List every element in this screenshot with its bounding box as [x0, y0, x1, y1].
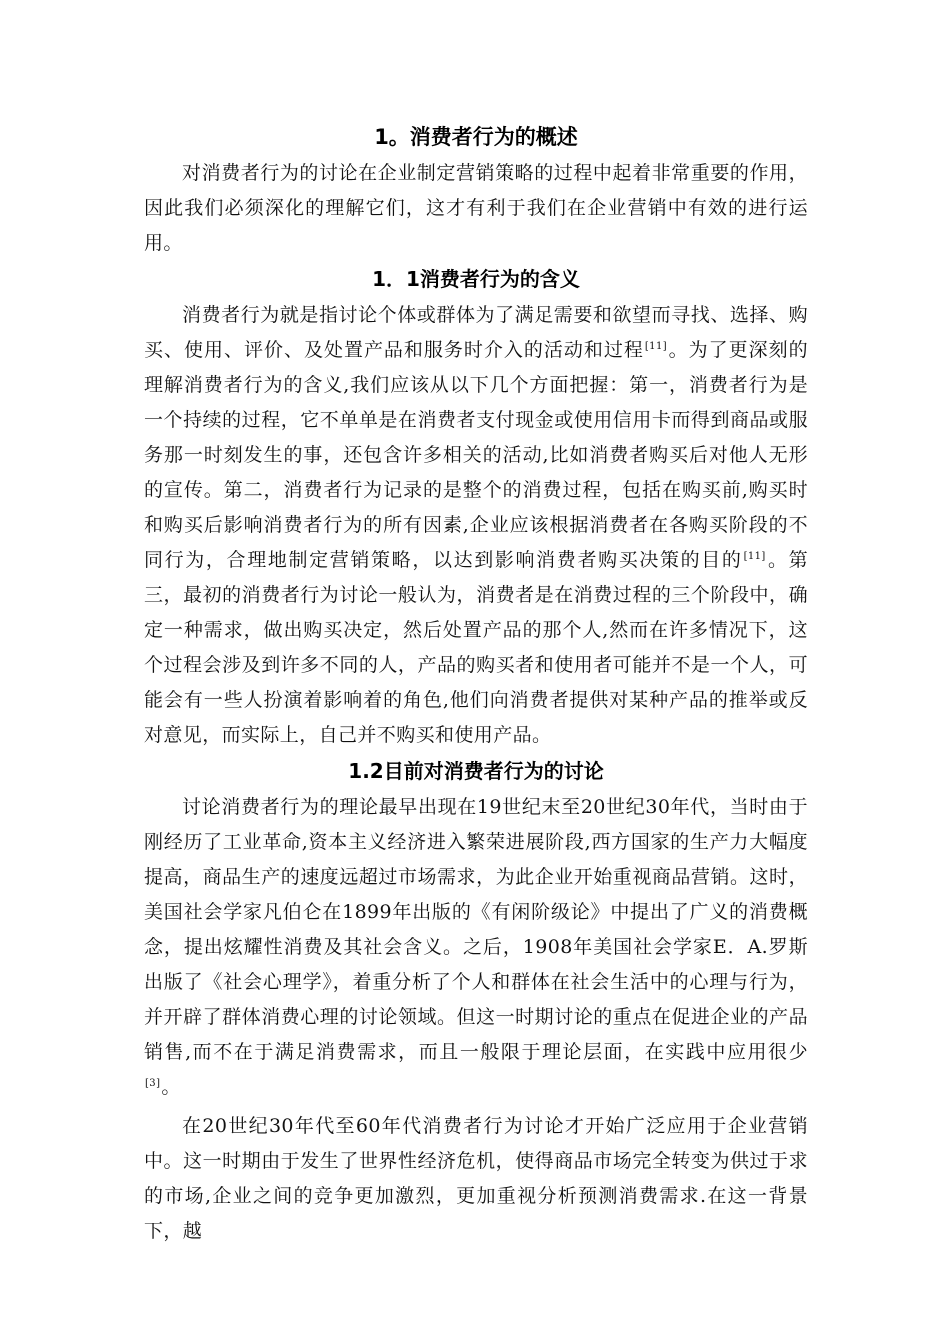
section-heading-1: 1。消费者行为的概述: [374, 125, 578, 149]
subsection-heading-1-1: 1．1消费者行为的含义: [372, 267, 580, 291]
paragraph-definition: [144, 298, 808, 753]
paragraph-development: 在20世纪30年代至60年代消费者行为讨论才开始广泛应用于企业营销中。这一时期由于发生了世界性经济危机，使得商品市场完全转变为供过于求的市场,企业之间的竞争更加激烈，更加重视分析预测消费需求.在这一背景下，越: [144, 1115, 808, 1242]
paragraph-intro: 对消费者行为的讨论在企业制定营销策略的过程中起着非常重要的作用，因此我们必须深化的理解它们，这才有利于我们在企业营销中有效的进行运用。: [144, 162, 808, 254]
paragraph-history: [144, 790, 808, 1105]
paragraph-history-part-2: 。: [161, 1076, 181, 1098]
citation-ref: [11]: [743, 550, 766, 562]
document-body: [144, 118, 808, 1249]
subsection-heading-1-2: 1.2目前对消费者行为的讨论: [348, 759, 604, 783]
paragraph-definition-part-1: 消费者行为就是指讨论个体或群体为了满足需要和欲望而寻找、选择、购买、使用、评价、及处置产品和服务时介入的活动和过程: [144, 304, 808, 361]
citation-ref: [11]: [644, 340, 668, 352]
paragraph-definition-part-2: 。为了更深刻的理解消费者行为的含义,我们应该从以下几个方面把握：第一，消费者行为是一个持续的过程，它不单单是在消费者支付现金或使用信用卡而得到商品或服务那一时刻发生的事，还包含许多相关的活动,比如消费者购买后对他人无形的宣传。第二，消费者行为记录的是整个的消费过程，包括在购买前,购买时和购买后影响消费者行为的所有因素,企业应该根据消费者在各购买阶段的不同行为，合理地制定营销策略，以达到影响消费者购买决策的目的: [144, 339, 808, 571]
citation-ref: [3]: [145, 1077, 161, 1089]
paragraph-definition-part-3: 。第三，最初的消费者行为讨论一般认为，消费者是在消费过程的三个阶段中，确定一种需求，做出购买决定，然后处置产品的那个人,然而在许多情况下，这个过程会涉及到许多不同的人，产品的购买者和使用者可能并不是一个人，可能会有一些人扮演着影响着的角色,他们向消费者提供对某种产品的推举或反对意见，而实际上，自己并不购买和使用产品。: [144, 549, 808, 746]
paragraph-history-part-1: 讨论消费者行为的理论最早出现在19世纪末至20世纪30年代，当时由于刚经历了工业革命,资本主义经济进入繁荣进展阶段,西方国家的生产力大幅度提高，商品生产的速度远超过市场需求，为此企业开始重视商品营销。这时，美国社会学家凡伯仑在1899年出版的《有闲阶级论》中提出了广义的消费概念，提出炫耀性消费及其社会含义。之后，1908年美国社会学家E．A.罗斯出版了《社会心理学》，着重分析了个人和群体在社会生活中的心理与行为，并开辟了群体消费心理的讨论领域。但这一时期讨论的重点在促进企业的产品销售,而不在于满足消费需求，而且一般限于理论层面，在实践中应用很少: [144, 796, 808, 1063]
